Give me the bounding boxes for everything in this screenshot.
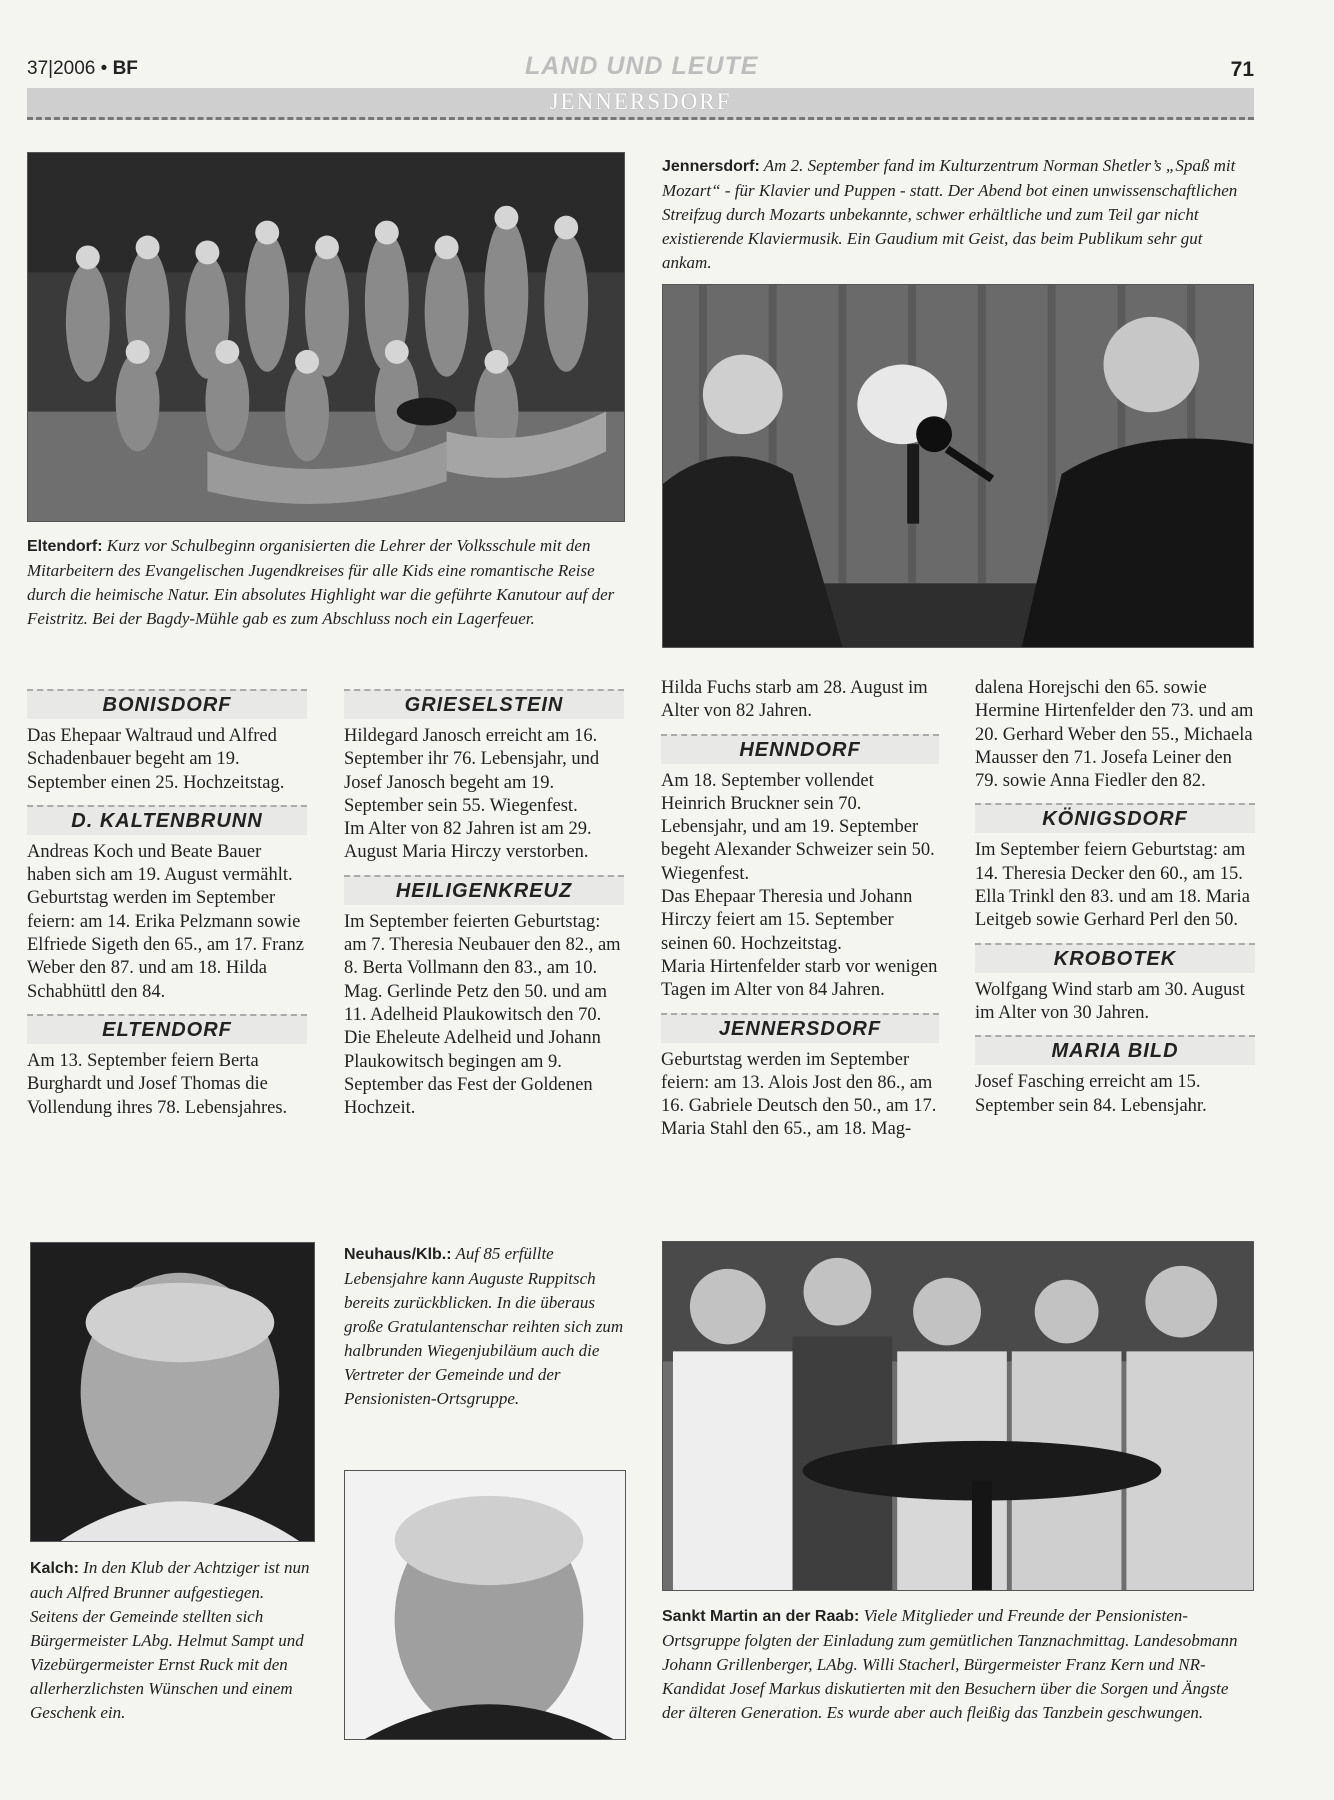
paragraph: Am 13. September feiern Berta Burghardt und Josef Thomas die Vollendung ihres 78. Lebensjahres.: [27, 1050, 288, 1118]
section-title: LAND UND LEUTE: [525, 52, 759, 80]
paragraph: Hildegard Janosch erreicht am 16. September ihr 76. Lebensjahr, und Josef Janosch begeht am 19. September sein 55. Wiegenfest.: [344, 726, 600, 816]
section-heading-jennersdorf: JENNERSDORF: [661, 1013, 939, 1043]
section-heading-eltendorf: ELTENDORF: [27, 1014, 307, 1044]
photo-alfred-brunner: [30, 1242, 315, 1542]
district-banner: [27, 88, 1254, 120]
photo-auguste-ruppitsch: [344, 1470, 626, 1740]
paragraph: Im September feiern Geburtstag: am 14. Theresia Decker den 60., am 15. Ella Trinkl den 83. und am 18. Maria Leitgeb sowie Gerhard Perl den 50.: [975, 840, 1250, 931]
district-name: JENNERSDORF: [549, 89, 732, 114]
paragraph: Das Ehepaar Waltraud und Alfred Schadenbauer begeht am 19. September einen 25. Hochzeitstag.: [27, 726, 285, 793]
paragraph: Andreas Koch und Beate Bauer haben sich am 19. August vermählt.: [27, 841, 293, 886]
paragraph: Geburtstag werden im September feiern: am 13. Alois Jost den 86., am 16. Gabriele Deutsch den 50., am 17. Maria Stahl den 65., am 18. Mag-: [661, 1049, 937, 1140]
section-heading-bonisdorf: BONISDORF: [27, 689, 307, 719]
caption-place: Eltendorf:: [27, 538, 103, 555]
photo-canoe-group: [27, 152, 625, 522]
caption-place: Kalch:: [30, 1560, 79, 1577]
caption-place: Jennersdorf:: [662, 158, 760, 175]
paragraph: Josef Fasching erreicht am 15. September sein 84. Lebensjahr.: [975, 1072, 1207, 1116]
section-heading-koenigsdorf: KÖNIGSDORF: [975, 803, 1255, 833]
section-heading-heiligenkreuz: HEILIGENKREUZ: [344, 875, 624, 905]
column-4: [975, 677, 1255, 1118]
section-heading-krobotek: KROBOTEK: [975, 943, 1255, 973]
paragraph: Am 18. September vollendet Heinrich Bruckner sein 70. Lebensjahr, und am 19. September begeht Alexander Schweizer sein 50. Wiegenfest.: [661, 770, 935, 884]
caption-jennersdorf: Jennersdorf: Am 2. September fand im Kulturzentrum Norman Shetler’s „Spaß mit Mozart“ - für Klavier und Puppen - statt. Der Abend bot einen unwissenschaftlichen Streifzug durch Mozarts unbekannte, schwer erhältliche und zum Teil gar nicht existierende Klaviermusik. Ein Gaudium mit Geist, das beim Publikum sehr gut ankam.: [662, 156, 1238, 272]
caption-place: Neuhaus/Klb.:: [344, 1246, 452, 1263]
paragraph: Geburtstag werden im September feiern: am 14. Erika Pelzmann sowie Elfriede Sigeth den 65., am 17. Franz Weber den 87. und am 18. Hilda Schabhüttl den 84.: [27, 888, 304, 1002]
photo-mozart-puppet: [662, 284, 1254, 648]
section-heading-grieselstein: GRIESELSTEIN: [344, 689, 624, 719]
photo-sankt-martin-group: [662, 1241, 1254, 1591]
caption-eltendorf: Eltendorf: Kurz vor Schulbeginn organisierten die Lehrer der Volksschule mit den Mitarbeitern des Evangelischen Jugendkreises für alle Kids eine romantische Reise durch die heimische Natur. Ein absolutes Highlight war die geführte Kanutour auf der Feistritz. Bei der Bagdy-Mühle gab es zum Abschluss noch ein Lagerfeuer.: [27, 536, 615, 628]
paragraph: Im Alter von 82 Jahren ist am 29. August Maria Hirczy verstorben.: [344, 819, 592, 863]
paragraph: Wolfgang Wind starb am 30. August im Alter von 30 Jahren.: [975, 979, 1245, 1023]
caption-place: Sankt Martin an der Raab:: [662, 1608, 860, 1625]
column-1: [27, 689, 307, 1120]
caption-kalch: Kalch: In den Klub der Achtziger ist nun auch Alfred Brunner aufgestiegen. Seitens der Gemeinde stellten sich Bürgermeister LAbg. Helmut Sampt und Vizebürgermeister Ernst Ruck mit den allerherzlichsten Wünschen und einem Geschenk ein.: [30, 1558, 310, 1722]
paragraph: Hilda Fuchs starb am 28. August im Alter von 82 Jahren.: [661, 678, 928, 722]
section-heading-maria-bild: MARIA BILD: [975, 1035, 1255, 1065]
paragraph: Maria Hirtenfelder starb vor wenigen Tagen im Alter von 84 Jahren.: [661, 956, 938, 1001]
paper-abbrev: BF: [112, 58, 138, 79]
caption-sankt-martin: Sankt Martin an der Raab: Viele Mitglieder und Freunde der Pensionisten-Ortsgruppe folgten der Einladung zum gemütlichen Tanznachmittag. Landesobmann Johann Grillenberger, LAbg. Willi Stacherl, Bürgermeister Franz Kern und NR-Kandidat Josef Markus diskutierten mit den Besuchern über die Sorgen und Ängste der älteren Generation. Es wurde aber auch fleißig das Tanzbein geschwungen.: [662, 1606, 1238, 1722]
paragraph: dalena Horejschi den 65. sowie Hermine Hirtenfelder den 73. und am 20. Gerhard Weber den 55., Michaela Mausser den 71. Josefa Leiner den 79. sowie Anna Fiedler den 82.: [975, 678, 1254, 792]
caption-neuhaus: Neuhaus/Klb.: Auf 85 erfüllte Lebensjahre kann Auguste Ruppitsch bereits zurückblicken. In die überaus große Gratulantenschar reihten sich zum halbrunden Wiegenjubiläum auch die Vertreter der Gemeinde und der Pensionisten-Ortsgruppe.: [344, 1244, 624, 1408]
issue-number: 37|2006 • BF: [27, 58, 138, 79]
section-heading-henndorf: HENNDORF: [661, 734, 939, 764]
column-2: [344, 689, 624, 1120]
paragraph: Das Ehepaar Theresia und Johann Hirczy feiert am 15. September seinen 60. Hochzeitstag.: [661, 887, 913, 954]
paragraph: Die Eheleute Adelheid und Johann Plaukowitsch begingen am 9. September das Fest der Goldenen Hochzeit.: [344, 1028, 601, 1119]
section-heading-d-kaltenbrunn: D. KALTENBRUNN: [27, 805, 307, 835]
paragraph: Im September feierten Geburtstag: am 7. Theresia Neubauer den 82., am 8. Berta Vollmann den 83., am 10. Mag. Gerlinde Petz den 50. und am 11. Adelheid Plaukowitsch den 70.: [344, 911, 621, 1025]
column-3: [661, 677, 939, 1142]
page-number: 71: [1230, 58, 1254, 81]
